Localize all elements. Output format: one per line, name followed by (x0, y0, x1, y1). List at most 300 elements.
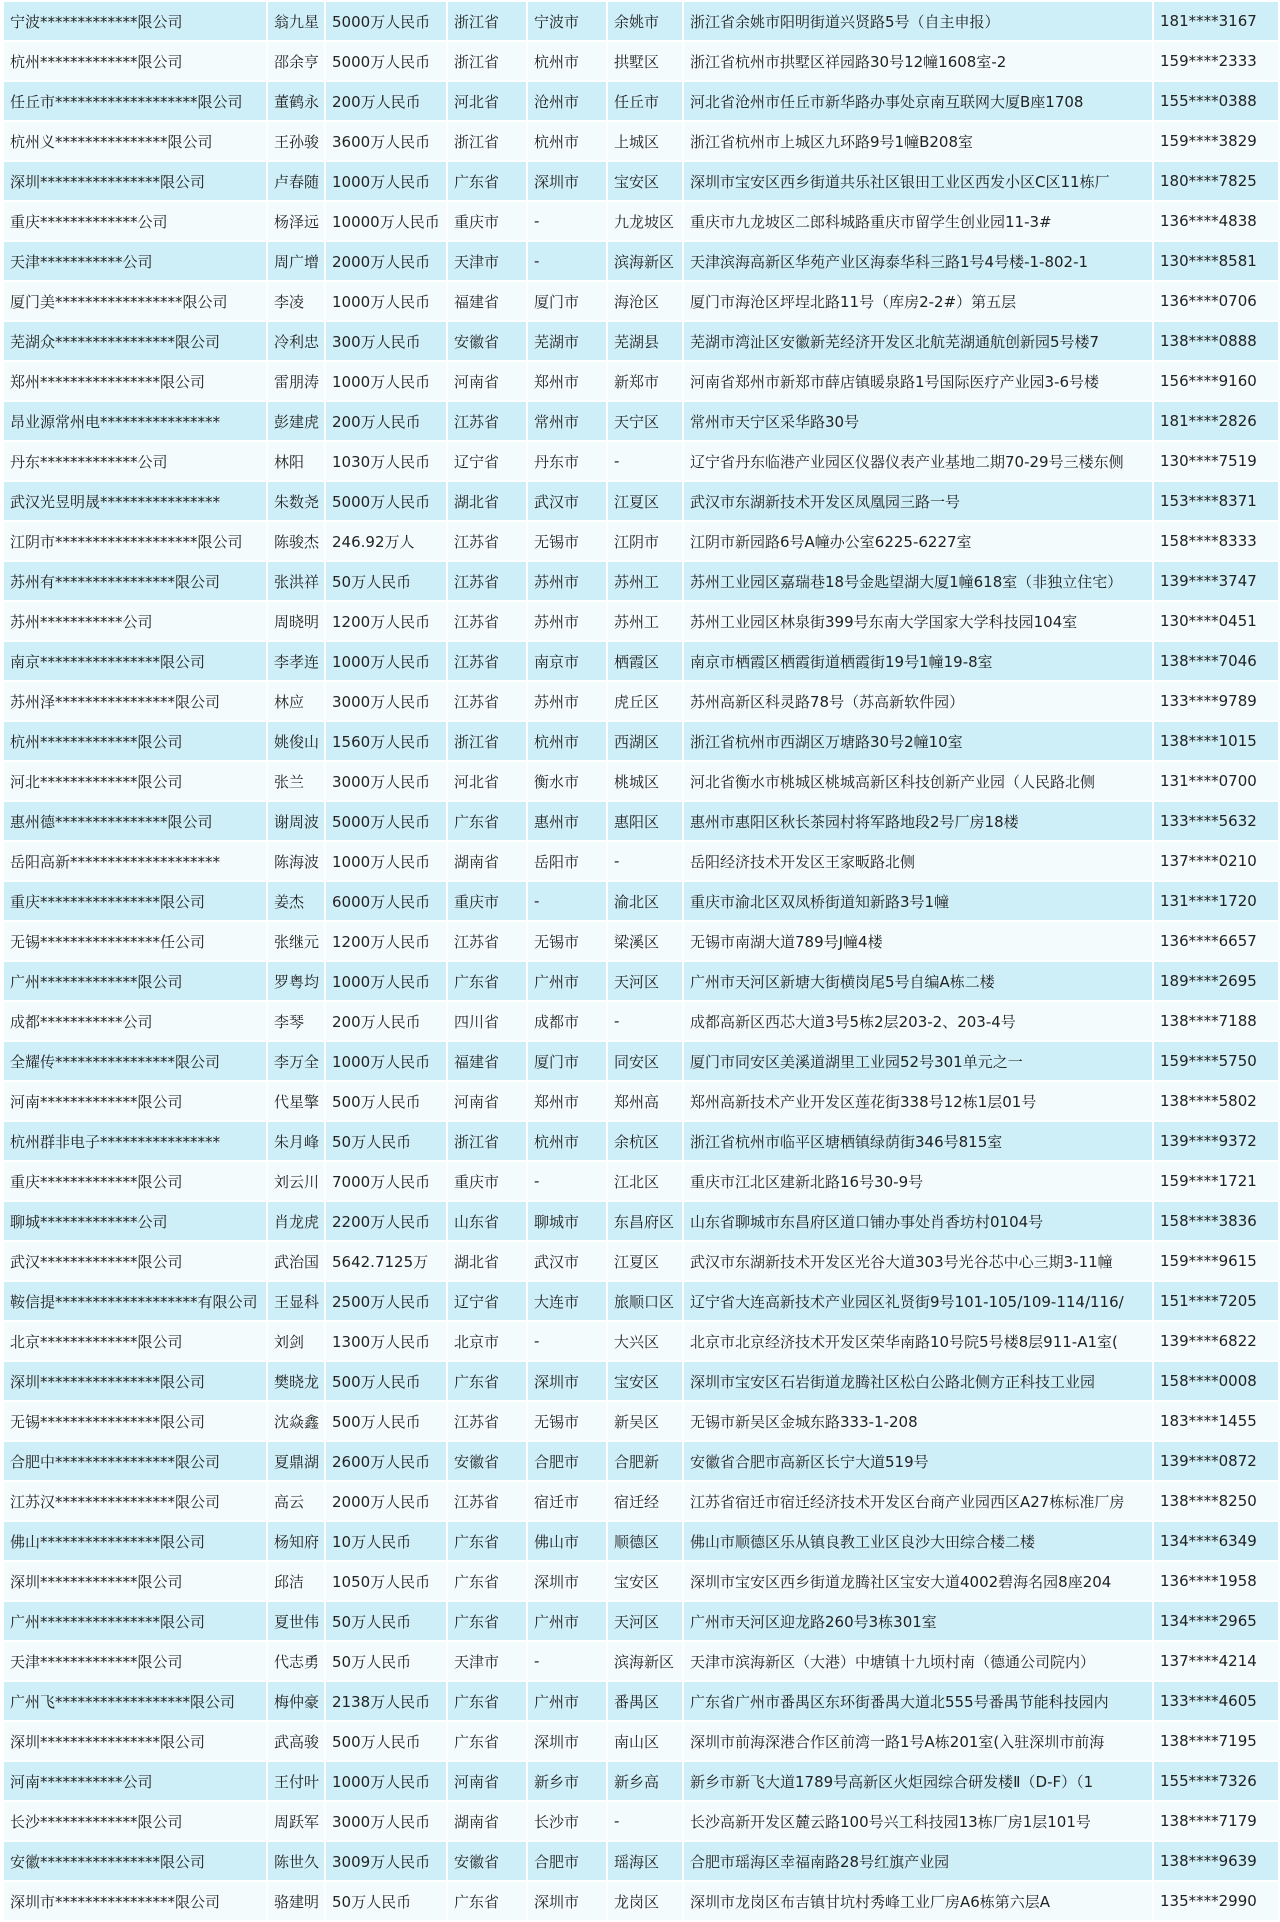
district-cell: 同安区 (607, 1041, 683, 1081)
company-name-cell: 全耀传****************限公司 (3, 1041, 267, 1081)
company-name-cell: 重庆*************公司 (3, 201, 267, 241)
company-name-cell: 合肥中****************限公司 (3, 1441, 267, 1481)
phone-cell: 138****0888 (1153, 321, 1279, 361)
company-name-cell: 郑州****************限公司 (3, 361, 267, 401)
legal-rep-cell: 张兰 (267, 761, 325, 801)
province-cell: 广东省 (447, 1881, 527, 1921)
table-row (3, 401, 1279, 441)
district-cell: 宿迁经 (607, 1481, 683, 1521)
table-row (3, 521, 1279, 561)
legal-rep-cell: 樊晓龙 (267, 1361, 325, 1401)
legal-rep-cell: 林应 (267, 681, 325, 721)
table-row (3, 1161, 1279, 1201)
city-cell: 无锡市 (527, 1401, 607, 1441)
city-cell: - (527, 1161, 607, 1201)
capital-cell: 2000万人民币 (325, 241, 447, 281)
city-cell: 郑州市 (527, 1081, 607, 1121)
legal-rep-cell: 杨泽远 (267, 201, 325, 241)
legal-rep-cell: 邱洁 (267, 1561, 325, 1601)
capital-cell: 500万人民币 (325, 1401, 447, 1441)
address-cell: 深圳市宝安区石岩街道龙腾社区松白公路北侧方正科技工业园 (683, 1361, 1153, 1401)
legal-rep-cell: 李凌 (267, 281, 325, 321)
company-name-cell: 长沙*************限公司 (3, 1801, 267, 1841)
company-name-cell: 广州飞******************限公司 (3, 1681, 267, 1721)
legal-rep-cell: 代星擎 (267, 1081, 325, 1121)
district-cell: - (607, 1001, 683, 1041)
city-cell: 苏州市 (527, 561, 607, 601)
table-body (3, 1, 1279, 1921)
district-cell: 江夏区 (607, 1241, 683, 1281)
district-cell: 大兴区 (607, 1321, 683, 1361)
city-cell: 深圳市 (527, 1561, 607, 1601)
city-cell: 武汉市 (527, 481, 607, 521)
company-name-cell: 杭州群非电子**************** (3, 1121, 267, 1161)
province-cell: 广东省 (447, 801, 527, 841)
address-cell: 厦门市海沧区坪埕北路11号（库房2-2#）第五层 (683, 281, 1153, 321)
district-cell: 番禺区 (607, 1681, 683, 1721)
capital-cell: 1000万人民币 (325, 1761, 447, 1801)
city-cell: 南京市 (527, 641, 607, 681)
address-cell: 厦门市同安区美溪道湖里工业园52号301单元之一 (683, 1041, 1153, 1081)
address-cell: 郑州高新技术产业开发区莲花街338号12栋1层01号 (683, 1081, 1153, 1121)
capital-cell: 200万人民币 (325, 1001, 447, 1041)
company-name-cell: 鞍信提*******************有限公司 (3, 1281, 267, 1321)
table-row (3, 81, 1279, 121)
province-cell: 浙江省 (447, 1121, 527, 1161)
phone-cell: 138****7195 (1153, 1721, 1279, 1761)
legal-rep-cell: 陈世久 (267, 1841, 325, 1881)
phone-cell: 139****6822 (1153, 1321, 1279, 1361)
district-cell: 滨海新区 (607, 1641, 683, 1681)
phone-cell: 159****5750 (1153, 1041, 1279, 1081)
city-cell: 无锡市 (527, 521, 607, 561)
table-row (3, 561, 1279, 601)
capital-cell: 3009万人民币 (325, 1841, 447, 1881)
district-cell: - (607, 841, 683, 881)
capital-cell: 3000万人民币 (325, 681, 447, 721)
address-cell: 北京市北京经济技术开发区荣华南路10号院5号楼8层911-A1室( (683, 1321, 1153, 1361)
province-cell: 天津市 (447, 241, 527, 281)
province-cell: 湖北省 (447, 481, 527, 521)
province-cell: 重庆市 (447, 881, 527, 921)
table-row (3, 1041, 1279, 1081)
city-cell: 大连市 (527, 1281, 607, 1321)
company-name-cell: 厦门美*****************限公司 (3, 281, 267, 321)
capital-cell: 2500万人民币 (325, 1281, 447, 1321)
legal-rep-cell: 周晓明 (267, 601, 325, 641)
address-cell: 合肥市瑶海区幸福南路28号红旗产业园 (683, 1841, 1153, 1881)
district-cell: 宝安区 (607, 1361, 683, 1401)
company-name-cell: 重庆*************限公司 (3, 1161, 267, 1201)
table-row (3, 161, 1279, 201)
city-cell: 深圳市 (527, 1361, 607, 1401)
city-cell: 深圳市 (527, 1881, 607, 1921)
address-cell: 安徽省合肥市高新区长宁大道519号 (683, 1441, 1153, 1481)
phone-cell: 138****8250 (1153, 1481, 1279, 1521)
province-cell: 江苏省 (447, 921, 527, 961)
table-row (3, 1081, 1279, 1121)
city-cell: - (527, 241, 607, 281)
city-cell: 佛山市 (527, 1521, 607, 1561)
district-cell: 余杭区 (607, 1121, 683, 1161)
city-cell: 深圳市 (527, 1721, 607, 1761)
phone-cell: 159****1721 (1153, 1161, 1279, 1201)
phone-cell: 189****2695 (1153, 961, 1279, 1001)
province-cell: 安徽省 (447, 1841, 527, 1881)
district-cell: 瑶海区 (607, 1841, 683, 1881)
company-name-cell: 江苏汉****************限公司 (3, 1481, 267, 1521)
company-name-cell: 苏州泽****************限公司 (3, 681, 267, 721)
legal-rep-cell: 代志勇 (267, 1641, 325, 1681)
phone-cell: 156****9160 (1153, 361, 1279, 401)
city-cell: 新乡市 (527, 1761, 607, 1801)
phone-cell: 139****3747 (1153, 561, 1279, 601)
district-cell: 苏州工 (607, 601, 683, 641)
address-cell: 浙江省杭州市临平区塘栖镇绿荫街346号815室 (683, 1121, 1153, 1161)
company-name-cell: 安徽****************限公司 (3, 1841, 267, 1881)
table-row (3, 761, 1279, 801)
legal-rep-cell: 李万全 (267, 1041, 325, 1081)
address-cell: 广州市天河区迎龙路260号3栋301室 (683, 1601, 1153, 1641)
company-name-cell: 岳阳高新******************** (3, 841, 267, 881)
legal-rep-cell: 彭建虎 (267, 401, 325, 441)
capital-cell: 10万人民币 (325, 1521, 447, 1561)
province-cell: 广东省 (447, 1561, 527, 1601)
legal-rep-cell: 陈海波 (267, 841, 325, 881)
phone-cell: 136****0706 (1153, 281, 1279, 321)
phone-cell: 139****9372 (1153, 1121, 1279, 1161)
company-name-cell: 天津***********公司 (3, 241, 267, 281)
province-cell: 福建省 (447, 1041, 527, 1081)
address-cell: 重庆市九龙坡区二郎科城路重庆市留学生创业园11-3# (683, 201, 1153, 241)
legal-rep-cell: 翁九星 (267, 1, 325, 41)
legal-rep-cell: 周跃军 (267, 1801, 325, 1841)
capital-cell: 1200万人民币 (325, 921, 447, 961)
district-cell: 宝安区 (607, 161, 683, 201)
capital-cell: 1000万人民币 (325, 961, 447, 1001)
company-name-cell: 苏州有****************限公司 (3, 561, 267, 601)
legal-rep-cell: 沈焱鑫 (267, 1401, 325, 1441)
district-cell: 宝安区 (607, 1561, 683, 1601)
province-cell: 江苏省 (447, 521, 527, 561)
table-row (3, 441, 1279, 481)
legal-rep-cell: 杨知府 (267, 1521, 325, 1561)
city-cell: 杭州市 (527, 41, 607, 81)
company-name-cell: 广州*************限公司 (3, 961, 267, 1001)
company-name-cell: 河北*************限公司 (3, 761, 267, 801)
district-cell: 新吴区 (607, 1401, 683, 1441)
address-cell: 浙江省杭州市西湖区万塘路30号2幢10室 (683, 721, 1153, 761)
company-name-cell: 杭州*************限公司 (3, 41, 267, 81)
address-cell: 重庆市渝北区双凤桥街道知新路3号1幢 (683, 881, 1153, 921)
district-cell: 虎丘区 (607, 681, 683, 721)
address-cell: 天津市滨海新区（大港）中塘镇十九顷村南（德通公司院内） (683, 1641, 1153, 1681)
city-cell: 成都市 (527, 1001, 607, 1041)
legal-rep-cell: 张继元 (267, 921, 325, 961)
legal-rep-cell: 姜杰 (267, 881, 325, 921)
phone-cell: 159****9615 (1153, 1241, 1279, 1281)
province-cell: 四川省 (447, 1001, 527, 1041)
legal-rep-cell: 梅仲豪 (267, 1681, 325, 1721)
phone-cell: 136****6657 (1153, 921, 1279, 961)
table-row (3, 241, 1279, 281)
company-name-cell: 宁波*************限公司 (3, 1, 267, 41)
table-row (3, 41, 1279, 81)
phone-cell: 134****2965 (1153, 1601, 1279, 1641)
company-name-cell: 杭州义***************限公司 (3, 121, 267, 161)
capital-cell: 1560万人民币 (325, 721, 447, 761)
capital-cell: 6000万人民币 (325, 881, 447, 921)
company-name-cell: 江阴市*******************限公司 (3, 521, 267, 561)
address-cell: 浙江省杭州市拱墅区祥园路30号12幢1608室-2 (683, 41, 1153, 81)
city-cell: 郑州市 (527, 361, 607, 401)
address-cell: 长沙高新开发区麓云路100号兴工科技园13栋厂房1层101号 (683, 1801, 1153, 1841)
legal-rep-cell: 肖龙虎 (267, 1201, 325, 1241)
phone-cell: 158****3836 (1153, 1201, 1279, 1241)
province-cell: 重庆市 (447, 201, 527, 241)
city-cell: 杭州市 (527, 1121, 607, 1161)
district-cell: 苏州工 (607, 561, 683, 601)
city-cell: - (527, 201, 607, 241)
address-cell: 苏州高新区科灵路78号（苏高新软件园） (683, 681, 1153, 721)
table-row (3, 961, 1279, 1001)
address-cell: 成都高新区西芯大道3号5栋2层203-2、203-4号 (683, 1001, 1153, 1041)
phone-cell: 138****1015 (1153, 721, 1279, 761)
table-row (3, 881, 1279, 921)
capital-cell: 2600万人民币 (325, 1441, 447, 1481)
capital-cell: 1000万人民币 (325, 641, 447, 681)
city-cell: 常州市 (527, 401, 607, 441)
table-row (3, 1361, 1279, 1401)
province-cell: 河南省 (447, 1761, 527, 1801)
address-cell: 无锡市南湖大道789号J幢4楼 (683, 921, 1153, 961)
company-name-cell: 无锡****************限公司 (3, 1401, 267, 1441)
capital-cell: 200万人民币 (325, 81, 447, 121)
city-cell: 宁波市 (527, 1, 607, 41)
legal-rep-cell: 姚俊山 (267, 721, 325, 761)
table-row (3, 1201, 1279, 1241)
phone-cell: 136****4838 (1153, 201, 1279, 241)
company-name-cell: 昂业源常州电**************** (3, 401, 267, 441)
company-name-cell: 北京*************限公司 (3, 1321, 267, 1361)
city-cell: - (527, 1641, 607, 1681)
company-name-cell: 芜湖众****************限公司 (3, 321, 267, 361)
legal-rep-cell: 刘云川 (267, 1161, 325, 1201)
company-name-cell: 成都***********公司 (3, 1001, 267, 1041)
legal-rep-cell: 冷利忠 (267, 321, 325, 361)
phone-cell: 151****7205 (1153, 1281, 1279, 1321)
city-cell: 广州市 (527, 1681, 607, 1721)
phone-cell: 155****0388 (1153, 81, 1279, 121)
city-cell: 聊城市 (527, 1201, 607, 1241)
district-cell: 江北区 (607, 1161, 683, 1201)
province-cell: 湖南省 (447, 841, 527, 881)
legal-rep-cell: 周广增 (267, 241, 325, 281)
table-row (3, 921, 1279, 961)
district-cell: 天河区 (607, 961, 683, 1001)
capital-cell: 2000万人民币 (325, 1481, 447, 1521)
table-row (3, 1, 1279, 41)
capital-cell: 1050万人民币 (325, 1561, 447, 1601)
phone-cell: 181****2826 (1153, 401, 1279, 441)
province-cell: 广东省 (447, 961, 527, 1001)
company-name-cell: 杭州*************限公司 (3, 721, 267, 761)
city-cell: - (527, 881, 607, 921)
district-cell: - (607, 1801, 683, 1841)
table-row (3, 1801, 1279, 1841)
district-cell: 梁溪区 (607, 921, 683, 961)
table-row (3, 1721, 1279, 1761)
province-cell: 江苏省 (447, 681, 527, 721)
phone-cell: 130****7519 (1153, 441, 1279, 481)
district-cell: 龙岗区 (607, 1881, 683, 1921)
address-cell: 河北省沧州市任丘市新华路办事处京南互联网大厦B座1708 (683, 81, 1153, 121)
district-cell: 海沧区 (607, 281, 683, 321)
capital-cell: 200万人民币 (325, 401, 447, 441)
legal-rep-cell: 刘剑 (267, 1321, 325, 1361)
table-row (3, 1281, 1279, 1321)
phone-cell: 138****7179 (1153, 1801, 1279, 1841)
province-cell: 广东省 (447, 1601, 527, 1641)
table-row (3, 1241, 1279, 1281)
legal-rep-cell: 夏鼎湖 (267, 1441, 325, 1481)
company-name-cell: 深圳****************限公司 (3, 1361, 267, 1401)
district-cell: 上城区 (607, 121, 683, 161)
table-row (3, 321, 1279, 361)
province-cell: 浙江省 (447, 41, 527, 81)
table-row (3, 601, 1279, 641)
legal-rep-cell: 邵余亨 (267, 41, 325, 81)
address-cell: 岳阳经济技术开发区王家畈路北侧 (683, 841, 1153, 881)
legal-rep-cell: 王孙骏 (267, 121, 325, 161)
province-cell: 福建省 (447, 281, 527, 321)
company-name-cell: 重庆****************限公司 (3, 881, 267, 921)
province-cell: 湖南省 (447, 1801, 527, 1841)
capital-cell: 2200万人民币 (325, 1201, 447, 1241)
district-cell: 惠阳区 (607, 801, 683, 841)
table-row (3, 1401, 1279, 1441)
province-cell: 河南省 (447, 361, 527, 401)
province-cell: 辽宁省 (447, 441, 527, 481)
phone-cell: 134****6349 (1153, 1521, 1279, 1561)
capital-cell: 1000万人民币 (325, 361, 447, 401)
legal-rep-cell: 董鹤永 (267, 81, 325, 121)
phone-cell: 131****0700 (1153, 761, 1279, 801)
capital-cell: 1030万人民币 (325, 441, 447, 481)
address-cell: 浙江省余姚市阳明街道兴贤路5号（自主申报） (683, 1, 1153, 41)
phone-cell: 133****5632 (1153, 801, 1279, 841)
city-cell: 无锡市 (527, 921, 607, 961)
company-name-cell: 惠州德***************限公司 (3, 801, 267, 841)
capital-cell: 1200万人民币 (325, 601, 447, 641)
table-row (3, 1641, 1279, 1681)
capital-cell: 3600万人民币 (325, 121, 447, 161)
table-row (3, 201, 1279, 241)
city-cell: 广州市 (527, 961, 607, 1001)
table-row (3, 1601, 1279, 1641)
province-cell: 湖北省 (447, 1241, 527, 1281)
city-cell: 苏州市 (527, 681, 607, 721)
phone-cell: 139****0872 (1153, 1441, 1279, 1481)
company-name-cell: 深圳*************限公司 (3, 1561, 267, 1601)
phone-cell: 153****8371 (1153, 481, 1279, 521)
table-row (3, 121, 1279, 161)
legal-rep-cell: 夏世伟 (267, 1601, 325, 1641)
province-cell: 安徽省 (447, 1441, 527, 1481)
phone-cell: 138****9639 (1153, 1841, 1279, 1881)
district-cell: 新乡高 (607, 1761, 683, 1801)
table-row (3, 1441, 1279, 1481)
city-cell: 长沙市 (527, 1801, 607, 1841)
district-cell: 天河区 (607, 1601, 683, 1641)
district-cell: - (607, 441, 683, 481)
legal-rep-cell: 武治国 (267, 1241, 325, 1281)
province-cell: 广东省 (447, 1361, 527, 1401)
phone-cell: 159****3829 (1153, 121, 1279, 161)
address-cell: 苏州工业园区林泉街399号东南大学国家大学科技园104室 (683, 601, 1153, 641)
table-row (3, 1681, 1279, 1721)
address-cell: 深圳市宝安区西乡街道龙腾社区宝安大道4002碧海名园8座204 (683, 1561, 1153, 1601)
capital-cell: 50万人民币 (325, 1601, 447, 1641)
table-row (3, 1481, 1279, 1521)
address-cell: 南京市栖霞区栖霞街道栖霞街19号1幢19-8室 (683, 641, 1153, 681)
phone-cell: 158****0008 (1153, 1361, 1279, 1401)
address-cell: 新乡市新飞大道1789号高新区火炬园综合研发楼Ⅱ（D-F）（1 (683, 1761, 1153, 1801)
legal-rep-cell: 朱月峰 (267, 1121, 325, 1161)
city-cell: 厦门市 (527, 281, 607, 321)
phone-cell: 181****3167 (1153, 1, 1279, 41)
city-cell: 杭州市 (527, 721, 607, 761)
table-row (3, 841, 1279, 881)
province-cell: 江苏省 (447, 1401, 527, 1441)
address-cell: 芜湖市湾沚区安徽新芜经济开发区北航芜湖通航创新园5号楼7 (683, 321, 1153, 361)
district-cell: 天宁区 (607, 401, 683, 441)
capital-cell: 50万人民币 (325, 561, 447, 601)
address-cell: 江阴市新园路6号A幢办公室6225-6227室 (683, 521, 1153, 561)
district-cell: 旅顺口区 (607, 1281, 683, 1321)
table-row (3, 1321, 1279, 1361)
city-cell: 合肥市 (527, 1841, 607, 1881)
address-cell: 山东省聊城市东昌府区道口铺办事处肖香坊村0104号 (683, 1201, 1153, 1241)
address-cell: 苏州工业园区嘉瑞巷18号金匙望湖大厦1幢618室（非独立住宅） (683, 561, 1153, 601)
table-row (3, 361, 1279, 401)
table-row (3, 681, 1279, 721)
capital-cell: 50万人民币 (325, 1121, 447, 1161)
table-row (3, 1001, 1279, 1041)
district-cell: 郑州高 (607, 1081, 683, 1121)
capital-cell: 5000万人民币 (325, 481, 447, 521)
capital-cell: 50万人民币 (325, 1641, 447, 1681)
city-cell: 厦门市 (527, 1041, 607, 1081)
company-name-cell: 无锡****************任公司 (3, 921, 267, 961)
province-cell: 广东省 (447, 1721, 527, 1761)
phone-cell: 137****0210 (1153, 841, 1279, 881)
address-cell: 深圳市前海深港合作区前湾一路1号A栋201室(入驻深圳市前海 (683, 1721, 1153, 1761)
table-row (3, 1881, 1279, 1921)
company-name-cell: 聊城*************公司 (3, 1201, 267, 1241)
province-cell: 广东省 (447, 161, 527, 201)
capital-cell: 5642.7125万 (325, 1241, 447, 1281)
legal-rep-cell: 林阳 (267, 441, 325, 481)
phone-cell: 180****7825 (1153, 161, 1279, 201)
company-table (2, 0, 1280, 1922)
table-row (3, 281, 1279, 321)
legal-rep-cell: 李孝连 (267, 641, 325, 681)
address-cell: 深圳市龙岗区布吉镇甘坑村秀峰工业厂房A6栋第六层A (683, 1881, 1153, 1921)
table-row (3, 1841, 1279, 1881)
address-cell: 武汉市东湖新技术开发区凤凰园三路一号 (683, 481, 1153, 521)
company-name-cell: 武汉光昱明晟**************** (3, 481, 267, 521)
